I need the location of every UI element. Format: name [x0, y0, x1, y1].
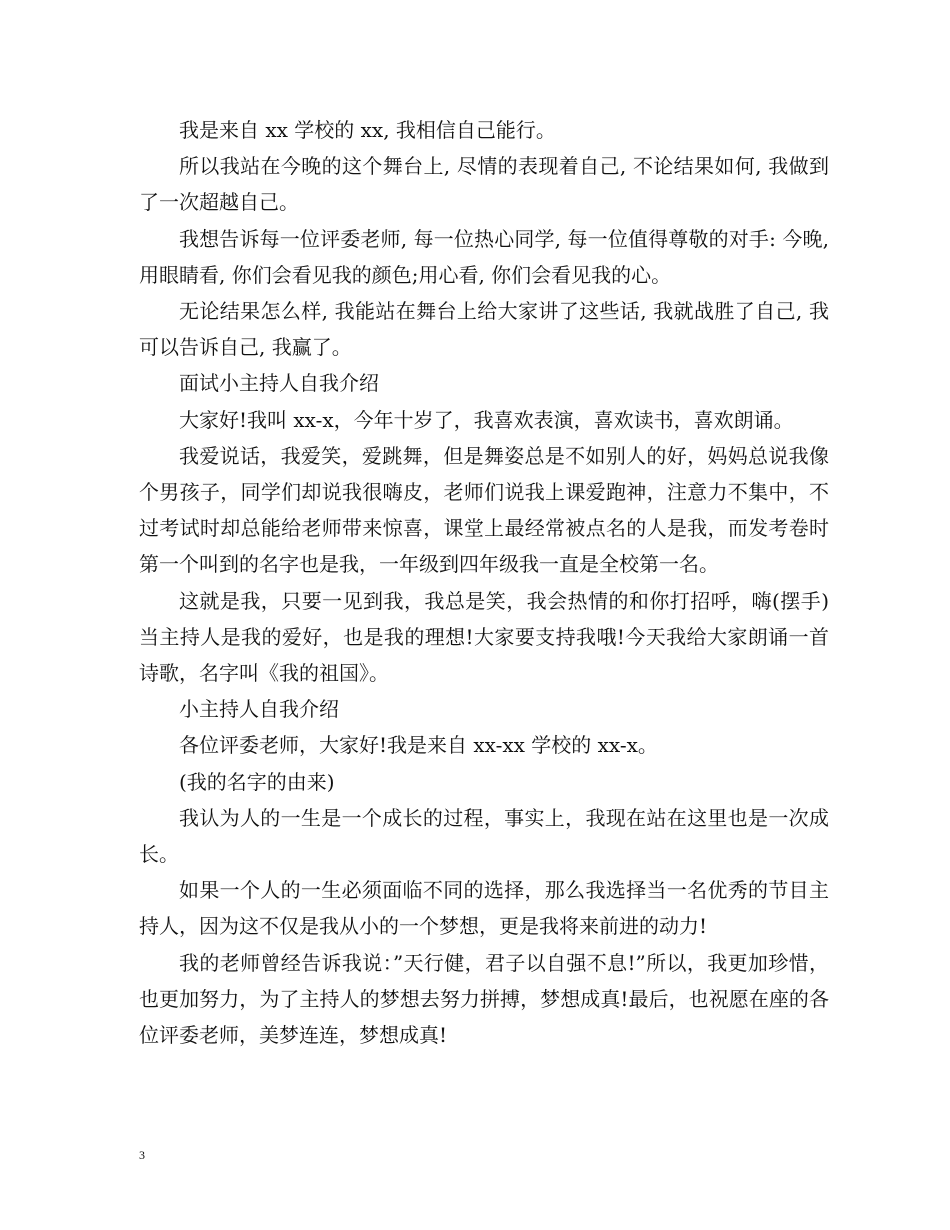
- section-heading: 小主持人自我介绍: [179, 697, 339, 722]
- paragraph: 各位评委老师，大家好!我是来自 xx-xx 学校的 xx-x。: [179, 733, 658, 758]
- paragraph: 我认为人的一生是一个成长的过程，事实上，我现在站在这里也是一次成长。: [139, 805, 829, 867]
- paragraph: 如果一个人的一生必须面临不同的选择，那么我选择当一名优秀的节目主持人，因为这不仅是我从小的一个梦想，更是我将来前进的动力!: [139, 878, 829, 939]
- paragraph: 大家好!我叫 xx-x，今年十岁了，我喜欢表演，喜欢读书，喜欢朗诵。: [179, 407, 794, 432]
- paragraph: 我是来自 xx 学校的 xx, 我相信自己能行。: [179, 118, 556, 142]
- paragraph: 这就是我，只要一见到我，我总是笑，我会热情的和你打招呼，嗨(摆手)当主持人是我的爱好，也是我的理想!大家要支持我哦!今天我给大家朗诵一首诗歌，名字叫《我的祖国》。: [139, 588, 829, 686]
- paragraph: 所以我站在今晚的这个舞台上, 尽情的表现着自己, 不论结果如何, 我做到了一次超越自己。: [139, 154, 829, 215]
- page-number: 3: [139, 1148, 145, 1162]
- paragraph: 无论结果怎么样, 我能站在舞台上给大家讲了这些话, 我就战胜了自己, 我可以告诉自己, 我赢了。: [139, 299, 829, 360]
- document-body: [139, 112, 829, 1053]
- paragraph: (我的名字的由来): [179, 769, 335, 794]
- paragraph: 我的老师曾经告诉我说：”天行健，君子以自强不息!”所以，我更加珍惜，也更加努力，为了主持人的梦想去努力拼搏，梦想成真!最后，也祝愿在座的各位评委老师，美梦连连，梦想成真!: [139, 950, 829, 1048]
- paragraph: 我爱说话，我爱笑，爱跳舞，但是舞姿总是不如别人的好，妈妈总说我像个男孩子，同学们却说我很嗨皮，老师们说我上课爱跑神，注意力不集中，不过考试时却总能给老师带来惊喜，课堂上最经常被点名的人是我，而发考卷时第一个叫到的名字也是我，一年级到四年级我一直是全校第一名。: [139, 443, 829, 577]
- section-heading: 面试小主持人自我介绍: [179, 371, 379, 396]
- paragraph: 我想告诉每一位评委老师, 每一位热心同学, 每一位值得尊敬的对手: 今晚, 用眼睛看, 你们会看见我的颜色;用心看, 你们会看见我的心。: [139, 226, 829, 287]
